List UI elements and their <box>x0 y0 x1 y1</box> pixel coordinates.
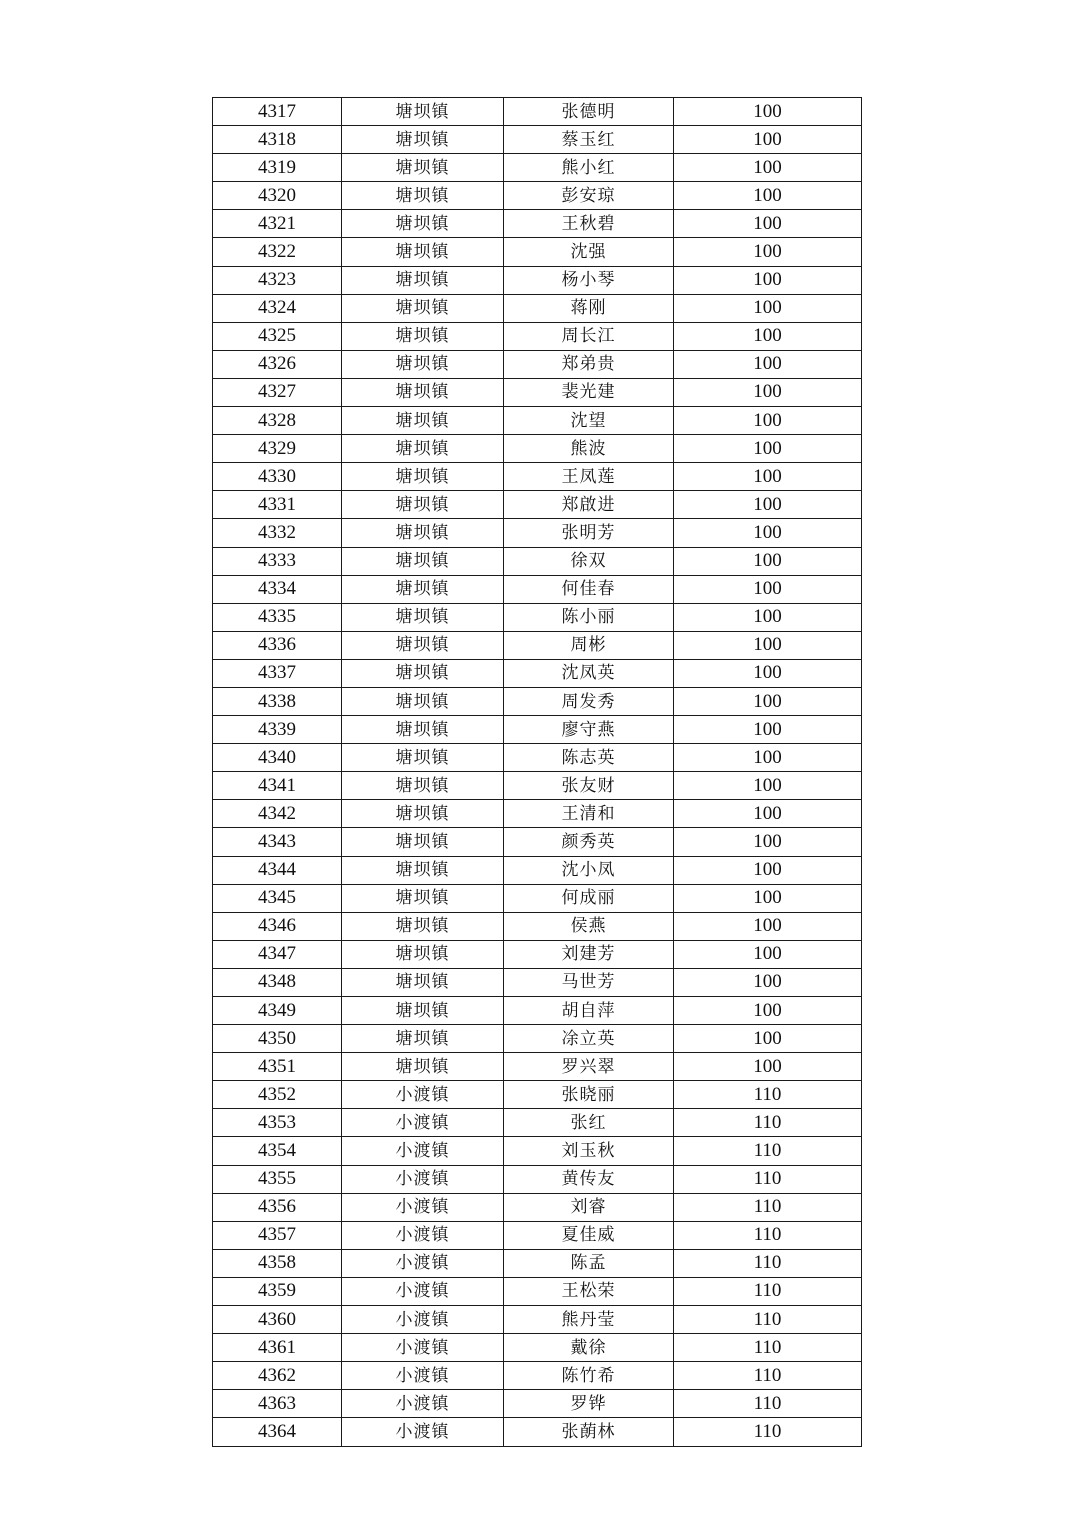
town-cell: 塘坝镇 <box>342 435 504 463</box>
town-cell: 塘坝镇 <box>342 631 504 659</box>
person-name-cell: 张蓢林 <box>504 1418 674 1446</box>
amount-cell: 100 <box>674 575 862 603</box>
amount-cell: 110 <box>674 1193 862 1221</box>
town-cell: 小渡镇 <box>342 1081 504 1109</box>
table-row <box>213 1418 862 1446</box>
serial-number-cell: 4356 <box>213 1193 342 1221</box>
person-name-cell: 何成丽 <box>504 884 674 912</box>
table-row <box>213 154 862 182</box>
amount-cell: 110 <box>674 1390 862 1418</box>
amount-cell: 100 <box>674 350 862 378</box>
person-name-cell: 张德明 <box>504 98 674 126</box>
serial-number-cell: 4348 <box>213 968 342 996</box>
table-row <box>213 1081 862 1109</box>
amount-cell: 100 <box>674 547 862 575</box>
amount-cell: 100 <box>674 716 862 744</box>
serial-number-cell: 4332 <box>213 519 342 547</box>
serial-number-cell: 4362 <box>213 1362 342 1390</box>
person-name-cell: 张红 <box>504 1109 674 1137</box>
town-cell: 小渡镇 <box>342 1109 504 1137</box>
table-row <box>213 687 862 715</box>
amount-cell: 100 <box>674 126 862 154</box>
serial-number-cell: 4363 <box>213 1390 342 1418</box>
amount-cell: 100 <box>674 491 862 519</box>
serial-number-cell: 4334 <box>213 575 342 603</box>
person-name-cell: 张友财 <box>504 772 674 800</box>
person-name-cell: 郑弟贵 <box>504 350 674 378</box>
person-name-cell: 裴光建 <box>504 378 674 406</box>
person-name-cell: 陈小丽 <box>504 603 674 631</box>
town-cell: 塘坝镇 <box>342 800 504 828</box>
table-row <box>213 238 862 266</box>
person-name-cell: 陈竹希 <box>504 1362 674 1390</box>
amount-cell: 110 <box>674 1165 862 1193</box>
person-name-cell: 沈望 <box>504 407 674 435</box>
amount-cell: 100 <box>674 828 862 856</box>
amount-cell: 110 <box>674 1249 862 1277</box>
town-cell: 塘坝镇 <box>342 603 504 631</box>
amount-cell: 100 <box>674 435 862 463</box>
serial-number-cell: 4333 <box>213 547 342 575</box>
table-row <box>213 1109 862 1137</box>
table-row <box>213 547 862 575</box>
person-name-cell: 黄传友 <box>504 1165 674 1193</box>
serial-number-cell: 4352 <box>213 1081 342 1109</box>
amount-cell: 100 <box>674 294 862 322</box>
amount-cell: 110 <box>674 1081 862 1109</box>
serial-number-cell: 4322 <box>213 238 342 266</box>
serial-number-cell: 4342 <box>213 800 342 828</box>
person-name-cell: 廖守燕 <box>504 716 674 744</box>
town-cell: 塘坝镇 <box>342 238 504 266</box>
amount-cell: 100 <box>674 1053 862 1081</box>
serial-number-cell: 4346 <box>213 912 342 940</box>
amount-cell: 110 <box>674 1334 862 1362</box>
document-page <box>212 97 861 1447</box>
serial-number-cell: 4335 <box>213 603 342 631</box>
table-row <box>213 1390 862 1418</box>
town-cell: 塘坝镇 <box>342 716 504 744</box>
roster-table <box>212 97 862 1447</box>
town-cell: 小渡镇 <box>342 1334 504 1362</box>
serial-number-cell: 4357 <box>213 1221 342 1249</box>
town-cell: 塘坝镇 <box>342 772 504 800</box>
table-row <box>213 491 862 519</box>
table-row <box>213 98 862 126</box>
person-name-cell: 杨小琴 <box>504 266 674 294</box>
serial-number-cell: 4341 <box>213 772 342 800</box>
person-name-cell: 何佳春 <box>504 575 674 603</box>
serial-number-cell: 4325 <box>213 322 342 350</box>
town-cell: 小渡镇 <box>342 1193 504 1221</box>
table-row <box>213 294 862 322</box>
amount-cell: 100 <box>674 744 862 772</box>
town-cell: 塘坝镇 <box>342 659 504 687</box>
amount-cell: 100 <box>674 940 862 968</box>
town-cell: 塘坝镇 <box>342 491 504 519</box>
table-row <box>213 828 862 856</box>
serial-number-cell: 4320 <box>213 182 342 210</box>
amount-cell: 100 <box>674 154 862 182</box>
table-row <box>213 350 862 378</box>
person-name-cell: 侯燕 <box>504 912 674 940</box>
person-name-cell: 周长江 <box>504 322 674 350</box>
amount-cell: 100 <box>674 98 862 126</box>
table-row <box>213 1334 862 1362</box>
serial-number-cell: 4354 <box>213 1137 342 1165</box>
person-name-cell: 刘玉秋 <box>504 1137 674 1165</box>
person-name-cell: 刘建芳 <box>504 940 674 968</box>
amount-cell: 110 <box>674 1362 862 1390</box>
town-cell: 塘坝镇 <box>342 828 504 856</box>
town-cell: 塘坝镇 <box>342 182 504 210</box>
table-row <box>213 1025 862 1053</box>
person-name-cell: 胡自萍 <box>504 997 674 1025</box>
amount-cell: 100 <box>674 603 862 631</box>
town-cell: 小渡镇 <box>342 1137 504 1165</box>
table-row <box>213 1277 862 1305</box>
table-row <box>213 1165 862 1193</box>
serial-number-cell: 4328 <box>213 407 342 435</box>
amount-cell: 100 <box>674 772 862 800</box>
amount-cell: 100 <box>674 322 862 350</box>
person-name-cell: 夏佳威 <box>504 1221 674 1249</box>
person-name-cell: 陈志英 <box>504 744 674 772</box>
town-cell: 小渡镇 <box>342 1221 504 1249</box>
amount-cell: 100 <box>674 884 862 912</box>
person-name-cell: 熊波 <box>504 435 674 463</box>
town-cell: 塘坝镇 <box>342 519 504 547</box>
town-cell: 塘坝镇 <box>342 912 504 940</box>
town-cell: 塘坝镇 <box>342 547 504 575</box>
person-name-cell: 蒋刚 <box>504 294 674 322</box>
table-row <box>213 1137 862 1165</box>
town-cell: 小渡镇 <box>342 1362 504 1390</box>
town-cell: 小渡镇 <box>342 1165 504 1193</box>
town-cell: 塘坝镇 <box>342 575 504 603</box>
serial-number-cell: 4355 <box>213 1165 342 1193</box>
table-row <box>213 716 862 744</box>
serial-number-cell: 4324 <box>213 294 342 322</box>
table-row <box>213 772 862 800</box>
table-row <box>213 997 862 1025</box>
amount-cell: 100 <box>674 519 862 547</box>
serial-number-cell: 4327 <box>213 378 342 406</box>
table-row <box>213 210 862 238</box>
table-row <box>213 968 862 996</box>
amount-cell: 100 <box>674 1025 862 1053</box>
serial-number-cell: 4317 <box>213 98 342 126</box>
town-cell: 塘坝镇 <box>342 266 504 294</box>
town-cell: 塘坝镇 <box>342 378 504 406</box>
serial-number-cell: 4336 <box>213 631 342 659</box>
amount-cell: 100 <box>674 800 862 828</box>
person-name-cell: 蔡玉红 <box>504 126 674 154</box>
person-name-cell: 马世芳 <box>504 968 674 996</box>
town-cell: 塘坝镇 <box>342 1025 504 1053</box>
table-row <box>213 856 862 884</box>
table-row <box>213 1193 862 1221</box>
serial-number-cell: 4319 <box>213 154 342 182</box>
amount-cell: 110 <box>674 1418 862 1446</box>
town-cell: 塘坝镇 <box>342 687 504 715</box>
serial-number-cell: 4350 <box>213 1025 342 1053</box>
table-row <box>213 463 862 491</box>
person-name-cell: 刘睿 <box>504 1193 674 1221</box>
town-cell: 小渡镇 <box>342 1390 504 1418</box>
serial-number-cell: 4353 <box>213 1109 342 1137</box>
serial-number-cell: 4361 <box>213 1334 342 1362</box>
table-row <box>213 1053 862 1081</box>
person-name-cell: 沈小凤 <box>504 856 674 884</box>
amount-cell: 110 <box>674 1221 862 1249</box>
person-name-cell: 罗兴翠 <box>504 1053 674 1081</box>
table-row <box>213 182 862 210</box>
amount-cell: 100 <box>674 687 862 715</box>
person-name-cell: 沈强 <box>504 238 674 266</box>
town-cell: 塘坝镇 <box>342 1053 504 1081</box>
town-cell: 塘坝镇 <box>342 154 504 182</box>
serial-number-cell: 4321 <box>213 210 342 238</box>
person-name-cell: 王秋碧 <box>504 210 674 238</box>
person-name-cell: 颜秀英 <box>504 828 674 856</box>
town-cell: 塘坝镇 <box>342 997 504 1025</box>
amount-cell: 100 <box>674 238 862 266</box>
serial-number-cell: 4323 <box>213 266 342 294</box>
table-row <box>213 575 862 603</box>
table-row <box>213 884 862 912</box>
person-name-cell: 徐双 <box>504 547 674 575</box>
amount-cell: 100 <box>674 856 862 884</box>
table-row <box>213 378 862 406</box>
amount-cell: 110 <box>674 1109 862 1137</box>
table-row <box>213 1362 862 1390</box>
amount-cell: 100 <box>674 912 862 940</box>
person-name-cell: 郑啟进 <box>504 491 674 519</box>
table-row <box>213 435 862 463</box>
town-cell: 小渡镇 <box>342 1277 504 1305</box>
person-name-cell: 罗铧 <box>504 1390 674 1418</box>
serial-number-cell: 4340 <box>213 744 342 772</box>
person-name-cell: 张晓丽 <box>504 1081 674 1109</box>
town-cell: 塘坝镇 <box>342 126 504 154</box>
amount-cell: 100 <box>674 378 862 406</box>
table-row <box>213 744 862 772</box>
town-cell: 塘坝镇 <box>342 856 504 884</box>
serial-number-cell: 4349 <box>213 997 342 1025</box>
person-name-cell: 周发秀 <box>504 687 674 715</box>
town-cell: 小渡镇 <box>342 1306 504 1334</box>
serial-number-cell: 4347 <box>213 940 342 968</box>
serial-number-cell: 4338 <box>213 687 342 715</box>
table-row <box>213 407 862 435</box>
table-row <box>213 800 862 828</box>
town-cell: 小渡镇 <box>342 1418 504 1446</box>
amount-cell: 100 <box>674 266 862 294</box>
amount-cell: 100 <box>674 407 862 435</box>
table-row <box>213 519 862 547</box>
serial-number-cell: 4343 <box>213 828 342 856</box>
serial-number-cell: 4339 <box>213 716 342 744</box>
town-cell: 塘坝镇 <box>342 463 504 491</box>
person-name-cell: 彭安琼 <box>504 182 674 210</box>
amount-cell: 110 <box>674 1306 862 1334</box>
town-cell: 塘坝镇 <box>342 322 504 350</box>
serial-number-cell: 4326 <box>213 350 342 378</box>
table-row <box>213 659 862 687</box>
amount-cell: 100 <box>674 463 862 491</box>
serial-number-cell: 4358 <box>213 1249 342 1277</box>
table-row <box>213 1306 862 1334</box>
person-name-cell: 熊小红 <box>504 154 674 182</box>
amount-cell: 100 <box>674 631 862 659</box>
person-name-cell: 陈孟 <box>504 1249 674 1277</box>
table-row <box>213 266 862 294</box>
person-name-cell: 沈凤英 <box>504 659 674 687</box>
person-name-cell: 熊丹莹 <box>504 1306 674 1334</box>
amount-cell: 100 <box>674 210 862 238</box>
amount-cell: 100 <box>674 968 862 996</box>
table-row <box>213 603 862 631</box>
serial-number-cell: 4351 <box>213 1053 342 1081</box>
amount-cell: 100 <box>674 997 862 1025</box>
town-cell: 塘坝镇 <box>342 884 504 912</box>
table-row <box>213 322 862 350</box>
serial-number-cell: 4359 <box>213 1277 342 1305</box>
person-name-cell: 凃立英 <box>504 1025 674 1053</box>
town-cell: 塘坝镇 <box>342 210 504 238</box>
person-name-cell: 王凤莲 <box>504 463 674 491</box>
person-name-cell: 周彬 <box>504 631 674 659</box>
serial-number-cell: 4331 <box>213 491 342 519</box>
amount-cell: 100 <box>674 659 862 687</box>
serial-number-cell: 4337 <box>213 659 342 687</box>
town-cell: 塘坝镇 <box>342 940 504 968</box>
town-cell: 小渡镇 <box>342 1249 504 1277</box>
serial-number-cell: 4318 <box>213 126 342 154</box>
table-row <box>213 126 862 154</box>
table-row <box>213 1221 862 1249</box>
town-cell: 塘坝镇 <box>342 294 504 322</box>
table-row <box>213 1249 862 1277</box>
serial-number-cell: 4345 <box>213 884 342 912</box>
person-name-cell: 王松荣 <box>504 1277 674 1305</box>
town-cell: 塘坝镇 <box>342 98 504 126</box>
table-row <box>213 940 862 968</box>
person-name-cell: 张明芳 <box>504 519 674 547</box>
amount-cell: 110 <box>674 1137 862 1165</box>
table-row <box>213 912 862 940</box>
serial-number-cell: 4364 <box>213 1418 342 1446</box>
town-cell: 塘坝镇 <box>342 407 504 435</box>
amount-cell: 100 <box>674 182 862 210</box>
serial-number-cell: 4360 <box>213 1306 342 1334</box>
person-name-cell: 王清和 <box>504 800 674 828</box>
serial-number-cell: 4329 <box>213 435 342 463</box>
town-cell: 塘坝镇 <box>342 744 504 772</box>
serial-number-cell: 4344 <box>213 856 342 884</box>
town-cell: 塘坝镇 <box>342 350 504 378</box>
town-cell: 塘坝镇 <box>342 968 504 996</box>
amount-cell: 110 <box>674 1277 862 1305</box>
person-name-cell: 戴徐 <box>504 1334 674 1362</box>
table-row <box>213 631 862 659</box>
serial-number-cell: 4330 <box>213 463 342 491</box>
roster-table-body <box>213 98 862 1447</box>
